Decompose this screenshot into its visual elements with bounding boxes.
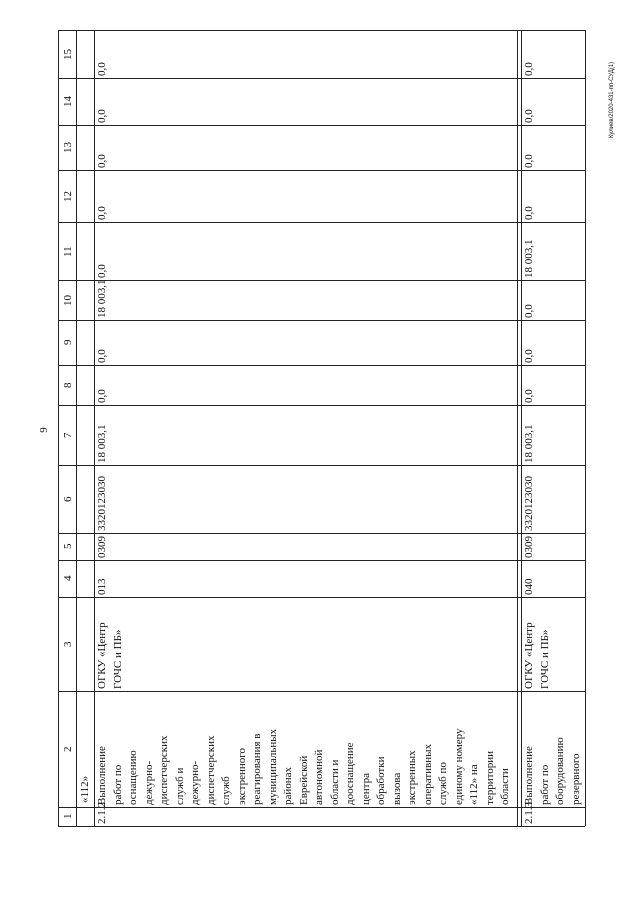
- column-separator: [58, 560, 585, 561]
- row-2-col-1-text: 2.1.3: [523, 802, 535, 824]
- row-2-col-5-text: 0309: [523, 536, 535, 558]
- column-number-text: 14: [62, 96, 74, 107]
- row-2-col-2-text: Выполнение работ по оборудованию резервного: [523, 737, 582, 805]
- table-border-right: [585, 30, 586, 826]
- column-separator: [58, 222, 585, 223]
- column-separator: [58, 405, 585, 406]
- column-number-text: 11: [62, 245, 74, 257]
- table-border-left: [58, 30, 59, 826]
- row-2-col-15-text: 0,0: [523, 62, 535, 76]
- column-separator: [58, 280, 585, 281]
- column-number-text: 4: [62, 575, 74, 582]
- column-separator: [58, 533, 585, 534]
- row-1-col-1-text: 2.1.2: [96, 802, 108, 824]
- row-2-col-12-text: 0,0: [523, 206, 535, 220]
- column-number-text: 12: [62, 190, 74, 202]
- row-1-col-7-text: 18 003,1: [96, 424, 108, 463]
- row-1-col-3-text: ОГКУ «Центр ГОЧС и ПБ»: [96, 622, 124, 689]
- column-number-text: 2: [62, 746, 74, 752]
- column-separator: [58, 465, 585, 466]
- column-number-text: 13: [62, 142, 74, 153]
- row-2-col-4-text: 040: [523, 578, 535, 595]
- row-2-col-11-text: 18 003,1: [523, 239, 535, 278]
- row-separator-a: [517, 30, 518, 826]
- column-number-text: 10: [62, 294, 74, 306]
- continuation-text-text: «112»: [79, 775, 91, 803]
- row-2-col-14-text: 0,0: [523, 109, 535, 123]
- page-number: 9: [38, 427, 50, 433]
- column-separator: [58, 125, 585, 126]
- column-number-text: 9: [62, 339, 74, 346]
- column-number-text: 15: [62, 48, 74, 60]
- table-border-bottom: [58, 826, 585, 827]
- row-2-col-13-text: 0,0: [523, 154, 535, 168]
- column-number-text: 7: [62, 432, 74, 438]
- row-2-col-10-text: 0,0: [523, 304, 535, 318]
- row-1-col-15-text: 0,0: [96, 62, 108, 76]
- document-code-text: Кулиев/2020-431-пп-СУД(1): [609, 61, 615, 139]
- table-border-top: [58, 30, 585, 31]
- row-1-col-4-text: 013: [96, 578, 108, 595]
- row-2-col-8-text: 0,0: [523, 389, 535, 403]
- column-separator: [58, 365, 585, 366]
- column-separator: [58, 78, 585, 79]
- column-number-text: 8: [62, 382, 74, 388]
- row-2-col-6-text: 3320123030: [523, 476, 535, 531]
- row-2-col-7-text: 18 003,1: [523, 424, 535, 463]
- column-separator: [58, 170, 585, 171]
- column-number-text: 6: [62, 496, 74, 502]
- column-number-text: 5: [62, 543, 74, 550]
- row-1-col-6-text: 3320123030: [96, 476, 108, 531]
- row-1-col-5-text: 0309: [96, 536, 108, 558]
- column-separator: [58, 807, 585, 808]
- row-1-col-11-text: 0,0: [96, 264, 108, 278]
- row-1-col-10-text: 18 003,1: [96, 279, 108, 318]
- row-1-col-12-text: 0,0: [96, 206, 108, 220]
- row-1-col-14-text: 0,0: [96, 109, 108, 123]
- row-1-col-8-text: 0,0: [96, 389, 108, 403]
- row-1-col-9-text: 0,0: [96, 349, 108, 363]
- column-number-text: 1: [62, 813, 74, 820]
- column-separator: [58, 597, 585, 598]
- column-number-text: 3: [62, 641, 74, 647]
- column-separator: [58, 691, 585, 692]
- column-separator: [58, 320, 585, 321]
- row-2-col-9-text: 0,0: [523, 349, 535, 363]
- row-1-col-13-text: 0,0: [96, 154, 108, 168]
- row-1-col-2-text: Выполнение работ по оснащению дежурно- диспетчерских служб и дежурно- диспетчерских служб экстренного реагирования в муниципальных районах Еврейской автономной области и дооснащение центра обработки вызова экстренных оперативных служб по единому номеру «112» на территории области: [96, 728, 511, 805]
- row-2-col-3-text: ОГКУ «Центр ГОЧС и ПБ»: [523, 622, 551, 689]
